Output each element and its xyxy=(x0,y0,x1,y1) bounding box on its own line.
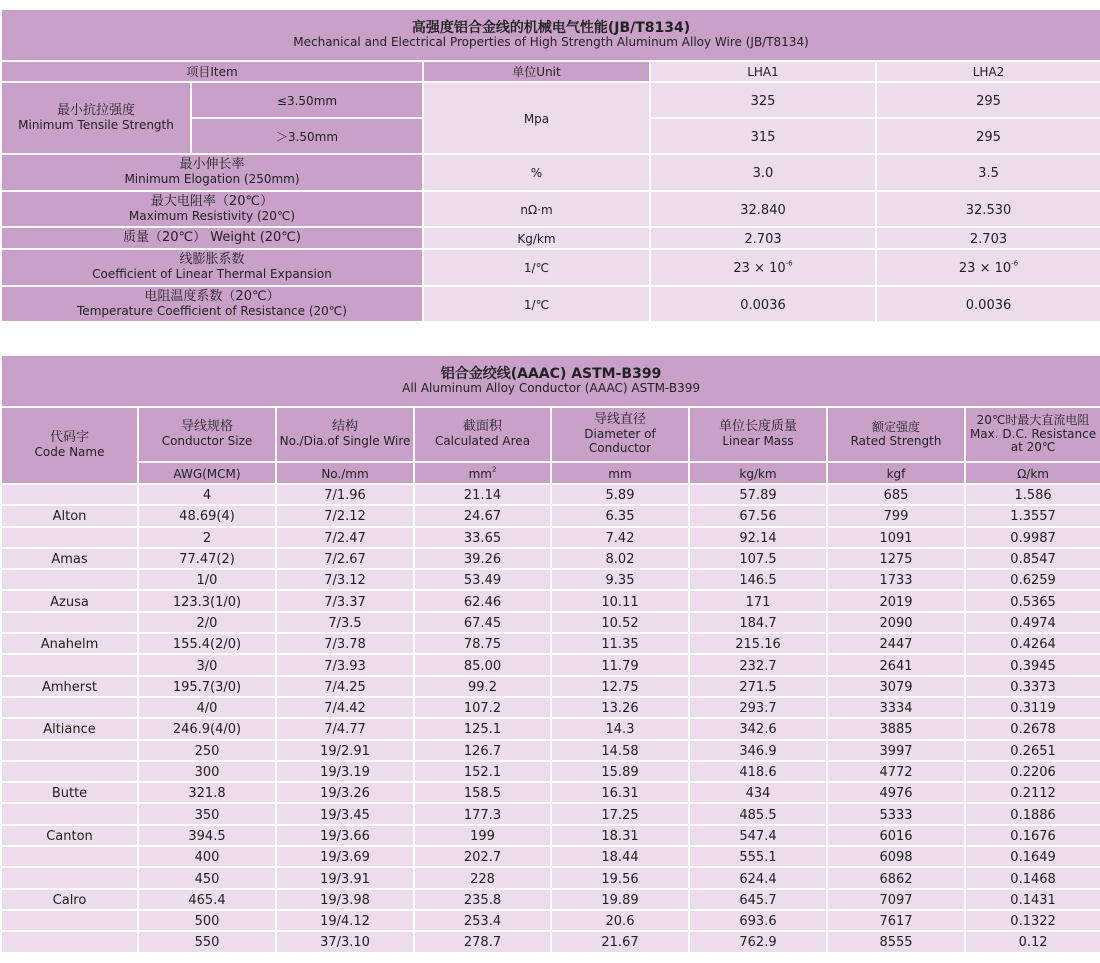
cell-strength: 5333 xyxy=(827,803,965,824)
cell-area: 53.49 xyxy=(414,569,551,590)
cell-struct: 19/3.19 xyxy=(276,761,414,782)
cell-dia: 20.6 xyxy=(551,910,689,931)
cell-mass: 271.5 xyxy=(689,676,827,697)
table-row xyxy=(1,569,1100,590)
cell-dia: 12.75 xyxy=(551,676,689,697)
thermal-lha1: $23 \times 10^{-6}$ xyxy=(650,249,876,286)
cell-res: 0.1676 xyxy=(965,825,1100,846)
cell-mass: 342.6 xyxy=(689,718,827,739)
table-row xyxy=(1,676,1100,697)
cell-dia: 13.26 xyxy=(551,697,689,718)
cell-area: 199 xyxy=(414,825,551,846)
properties-table-title xyxy=(1,9,1100,61)
cell-mass: 232.7 xyxy=(689,654,827,675)
header-lha2: LHA2 xyxy=(876,61,1100,82)
header-unit: 单位Unit xyxy=(423,61,650,82)
cell-res: 0.6259 xyxy=(965,569,1100,590)
cell-dia: 21.67 xyxy=(551,931,689,952)
cell-struct: 19/2.91 xyxy=(276,740,414,761)
row-label-elongation: 最小伸长率 Minimum Elogation (250mm) xyxy=(1,154,423,191)
cell-res: 0.4974 xyxy=(965,612,1100,633)
cell-dia: 18.31 xyxy=(551,825,689,846)
table-row xyxy=(1,931,1100,952)
cell-area: 99.2 xyxy=(414,676,551,697)
cell-res: 0.2678 xyxy=(965,718,1100,739)
cell-mass: 346.9 xyxy=(689,740,827,761)
mass-lha1: 2.703 xyxy=(650,227,876,249)
cell-strength: 685 xyxy=(827,484,965,505)
cell-dia: 10.11 xyxy=(551,590,689,611)
cell-size: 394.5 xyxy=(138,825,276,846)
cell-strength: 1091 xyxy=(827,527,965,548)
cell-size: 300 xyxy=(138,761,276,782)
col-header-resistance: 20℃时最大直流电阻 Max. D.C. Resistance at 20℃ xyxy=(965,407,1100,462)
title-en: Mechanical and Electrical Properties of High Strength Aluminum Alloy Wire (JB/T8134) xyxy=(293,35,809,50)
cell-dia: 11.35 xyxy=(551,633,689,654)
table-row xyxy=(1,505,1100,526)
unit-size: AWG(MCM) xyxy=(138,462,276,484)
header-item: 项目Item xyxy=(1,61,423,82)
cell-struct: 7/3.37 xyxy=(276,590,414,611)
cell-struct: 7/2.67 xyxy=(276,548,414,569)
cell-strength: 4772 xyxy=(827,761,965,782)
cell-dia: 18.44 xyxy=(551,846,689,867)
cell-area: 202.7 xyxy=(414,846,551,867)
cell-mass: 693.6 xyxy=(689,910,827,931)
cell-code: Calro xyxy=(1,889,138,910)
properties-table xyxy=(0,8,1100,323)
cell-res: 0.2206 xyxy=(965,761,1100,782)
cell-area: 253.4 xyxy=(414,910,551,931)
title-cn: 高强度铝合金线的机械电气性能(JB/T8134) xyxy=(411,20,691,37)
cell-mass: 107.5 xyxy=(689,548,827,569)
cell-res: 1.586 xyxy=(965,484,1100,505)
cell-size: 195.7(3/0) xyxy=(138,676,276,697)
cell-code xyxy=(1,697,138,718)
unit-struct: No./mm xyxy=(276,462,414,484)
cell-res: 0.3945 xyxy=(965,654,1100,675)
cell-struct: 7/1.96 xyxy=(276,484,414,505)
cell-res: 0.1322 xyxy=(965,910,1100,931)
tensile-1-lha2: 295 xyxy=(876,82,1100,118)
cell-struct: 7/4.42 xyxy=(276,697,414,718)
col-header-mass: 单位长度质量 Linear Mass xyxy=(689,407,827,462)
col-header-area: 截面积 Calculated Area xyxy=(414,407,551,462)
table-row xyxy=(1,910,1100,931)
cell-mass: 434 xyxy=(689,782,827,803)
cell-res: 0.3119 xyxy=(965,697,1100,718)
cell-area: 67.45 xyxy=(414,612,551,633)
cell-area: 62.46 xyxy=(414,590,551,611)
thermal-lha2: $23 \times 10^{-6}$ xyxy=(876,249,1100,286)
cell-strength: 6098 xyxy=(827,846,965,867)
cell-res: 1.3557 xyxy=(965,505,1100,526)
cell-size: 48.69(4) xyxy=(138,505,276,526)
cell-strength: 6862 xyxy=(827,867,965,888)
cell-dia: 16.31 xyxy=(551,782,689,803)
resistivity-lha1: 32.840 xyxy=(650,191,876,227)
tensile-sub-2: ＞3.50mm xyxy=(191,118,423,154)
cell-code xyxy=(1,803,138,824)
cell-code xyxy=(1,654,138,675)
table-row xyxy=(1,527,1100,548)
table-row xyxy=(1,633,1100,654)
table-row xyxy=(1,825,1100,846)
cell-dia: 14.58 xyxy=(551,740,689,761)
cell-mass: 146.5 xyxy=(689,569,827,590)
cell-res: 0.4264 xyxy=(965,633,1100,654)
cell-res: 0.1468 xyxy=(965,867,1100,888)
tensile-sub-1: ≤3.50mm xyxy=(191,82,423,118)
table-row xyxy=(1,782,1100,803)
temp-coef-unit: 1/℃ xyxy=(423,286,650,322)
cell-strength: 1733 xyxy=(827,569,965,590)
table-row xyxy=(1,740,1100,761)
table-row xyxy=(1,846,1100,867)
cell-code xyxy=(1,484,138,505)
cell-strength: 7097 xyxy=(827,889,965,910)
cell-strength: 2641 xyxy=(827,654,965,675)
tensile-2-lha1: 315 xyxy=(650,118,876,154)
cell-area: 235.8 xyxy=(414,889,551,910)
table-row xyxy=(1,889,1100,910)
cell-struct: 7/3.93 xyxy=(276,654,414,675)
cell-mass: 293.7 xyxy=(689,697,827,718)
cell-size: 500 xyxy=(138,910,276,931)
row-label-thermal: 线膨胀系数 Coefficient of Linear Thermal Expansion xyxy=(1,249,423,286)
cell-strength: 3079 xyxy=(827,676,965,697)
cell-struct: 19/3.26 xyxy=(276,782,414,803)
cell-size: 321.8 xyxy=(138,782,276,803)
cell-dia: 9.35 xyxy=(551,569,689,590)
cell-code: Azusa xyxy=(1,590,138,611)
col-header-code: 代码字 Code Name xyxy=(1,407,138,484)
cell-dia: 15.89 xyxy=(551,761,689,782)
unit-area: $mm^2$ xyxy=(414,462,551,484)
cell-strength: 1275 xyxy=(827,548,965,569)
tensile-1-lha1: 325 xyxy=(650,82,876,118)
thermal-unit: 1/℃ xyxy=(423,249,650,286)
cell-size: 350 xyxy=(138,803,276,824)
cell-code: Alton xyxy=(1,505,138,526)
table-row xyxy=(1,867,1100,888)
cell-struct: 19/3.69 xyxy=(276,846,414,867)
col-header-size: 导线规格 Conductor Size xyxy=(138,407,276,462)
cell-dia: 7.42 xyxy=(551,527,689,548)
cell-strength: 799 xyxy=(827,505,965,526)
elongation-unit: % xyxy=(423,154,650,191)
cell-size: 400 xyxy=(138,846,276,867)
cell-code xyxy=(1,910,138,931)
temp-coef-lha1: 0.0036 xyxy=(650,286,876,322)
cell-area: 158.5 xyxy=(414,782,551,803)
col-header-strength: 额定强度 Rated Strength xyxy=(827,407,965,462)
cell-struct: 7/2.47 xyxy=(276,527,414,548)
cell-dia: 11.79 xyxy=(551,654,689,675)
cell-res: 0.2112 xyxy=(965,782,1100,803)
cell-size: 450 xyxy=(138,867,276,888)
cell-area: 21.14 xyxy=(414,484,551,505)
cell-mass: 555.1 xyxy=(689,846,827,867)
cell-code: Canton xyxy=(1,825,138,846)
table-row xyxy=(1,761,1100,782)
cell-mass: 485.5 xyxy=(689,803,827,824)
cell-struct: 7/3.12 xyxy=(276,569,414,590)
cell-struct: 19/4.12 xyxy=(276,910,414,931)
cell-mass: 624.4 xyxy=(689,867,827,888)
row-label-mass: 质量（20℃） Weight (20℃) xyxy=(1,227,423,249)
aaac-title-cn: 铝合金绞线(AAAC) ASTM-B399 xyxy=(440,366,662,383)
aaac-table-title xyxy=(1,355,1100,407)
aaac-table xyxy=(0,354,1100,954)
col-header-struct: 结构 No./Dia.of Single Wire xyxy=(276,407,414,462)
cell-res: 0.3373 xyxy=(965,676,1100,697)
cell-res: 0.12 xyxy=(965,931,1100,952)
cell-mass: 762.9 xyxy=(689,931,827,952)
cell-res: 0.1431 xyxy=(965,889,1100,910)
cell-code: Amherst xyxy=(1,676,138,697)
cell-area: 78.75 xyxy=(414,633,551,654)
cell-dia: 10.52 xyxy=(551,612,689,633)
cell-struct: 7/3.78 xyxy=(276,633,414,654)
cell-code xyxy=(1,761,138,782)
cell-size: 550 xyxy=(138,931,276,952)
cell-res: 0.1649 xyxy=(965,846,1100,867)
cell-area: 125.1 xyxy=(414,718,551,739)
cell-code: Altiance xyxy=(1,718,138,739)
cell-strength: 7617 xyxy=(827,910,965,931)
aaac-title-en: All Aluminum Alloy Conductor (AAAC) ASTM-B399 xyxy=(402,381,700,396)
cell-area: 228 xyxy=(414,867,551,888)
cell-strength: 2447 xyxy=(827,633,965,654)
row-label-resistivity: 最大电阻率（20℃） Maximum Resistivity (20℃) xyxy=(1,191,423,227)
cell-dia: 19.56 xyxy=(551,867,689,888)
cell-mass: 184.7 xyxy=(689,612,827,633)
cell-code: Amas xyxy=(1,548,138,569)
cell-size: 4/0 xyxy=(138,697,276,718)
cell-area: 33.65 xyxy=(414,527,551,548)
cell-size: 3/0 xyxy=(138,654,276,675)
table-row xyxy=(1,718,1100,739)
cell-struct: 7/2.12 xyxy=(276,505,414,526)
cell-size: 2/0 xyxy=(138,612,276,633)
cell-strength: 6016 xyxy=(827,825,965,846)
cell-code: Anahelm xyxy=(1,633,138,654)
cell-code xyxy=(1,569,138,590)
cell-mass: 171 xyxy=(689,590,827,611)
cell-area: 278.7 xyxy=(414,931,551,952)
cell-res: 0.2651 xyxy=(965,740,1100,761)
cell-size: 4 xyxy=(138,484,276,505)
cell-dia: 19.89 xyxy=(551,889,689,910)
cell-area: 39.26 xyxy=(414,548,551,569)
header-lha1: LHA1 xyxy=(650,61,876,82)
cell-size: 123.3(1/0) xyxy=(138,590,276,611)
cell-size: 1/0 xyxy=(138,569,276,590)
col-header-diameter: 导线直径 Diameter of Conductor xyxy=(551,407,689,462)
cell-size: 250 xyxy=(138,740,276,761)
cell-code xyxy=(1,846,138,867)
table-row xyxy=(1,484,1100,505)
cell-strength: 3885 xyxy=(827,718,965,739)
cell-dia: 6.35 xyxy=(551,505,689,526)
cell-size: 155.4(2/0) xyxy=(138,633,276,654)
cell-dia: 17.25 xyxy=(551,803,689,824)
cell-mass: 547.4 xyxy=(689,825,827,846)
table-row xyxy=(1,612,1100,633)
row-label-temp-coef: 电阻温度系数（20℃） Temperature Coefficient of Resistance (20℃) xyxy=(1,286,423,322)
unit-diameter: mm xyxy=(551,462,689,484)
cell-code xyxy=(1,612,138,633)
table-row xyxy=(1,590,1100,611)
cell-code xyxy=(1,740,138,761)
mass-lha2: 2.703 xyxy=(876,227,1100,249)
temp-coef-lha2: 0.0036 xyxy=(876,286,1100,322)
resistivity-lha2: 32.530 xyxy=(876,191,1100,227)
tensile-unit: Mpa xyxy=(423,82,650,154)
resistivity-unit: nΩ·m xyxy=(423,191,650,227)
cell-strength: 2019 xyxy=(827,590,965,611)
cell-mass: 645.7 xyxy=(689,889,827,910)
cell-struct: 19/3.91 xyxy=(276,867,414,888)
cell-struct: 7/4.25 xyxy=(276,676,414,697)
elongation-lha1: 3.0 xyxy=(650,154,876,191)
cell-strength: 4976 xyxy=(827,782,965,803)
row-label-tensile: 最小抗拉强度 Minimum Tensile Strength xyxy=(1,82,191,154)
cell-size: 77.47(2) xyxy=(138,548,276,569)
cell-struct: 19/3.66 xyxy=(276,825,414,846)
cell-mass: 92.14 xyxy=(689,527,827,548)
cell-struct: 7/4.77 xyxy=(276,718,414,739)
cell-mass: 418.6 xyxy=(689,761,827,782)
cell-area: 107.2 xyxy=(414,697,551,718)
cell-area: 24.67 xyxy=(414,505,551,526)
cell-struct: 37/3.10 xyxy=(276,931,414,952)
cell-strength: 3334 xyxy=(827,697,965,718)
cell-strength: 3997 xyxy=(827,740,965,761)
cell-area: 152.1 xyxy=(414,761,551,782)
cell-struct: 19/3.45 xyxy=(276,803,414,824)
cell-code xyxy=(1,867,138,888)
mass-unit: Kg/km xyxy=(423,227,650,249)
table-row xyxy=(1,697,1100,718)
cell-area: 126.7 xyxy=(414,740,551,761)
cell-dia: 5.89 xyxy=(551,484,689,505)
tensile-2-lha2: 295 xyxy=(876,118,1100,154)
cell-res: 0.9987 xyxy=(965,527,1100,548)
aaac-rows xyxy=(1,484,1100,953)
table-row xyxy=(1,803,1100,824)
cell-struct: 7/3.5 xyxy=(276,612,414,633)
cell-code xyxy=(1,931,138,952)
table-row xyxy=(1,548,1100,569)
cell-size: 246.9(4/0) xyxy=(138,718,276,739)
unit-strength: kgf xyxy=(827,462,965,484)
cell-code xyxy=(1,527,138,548)
cell-res: 0.5365 xyxy=(965,590,1100,611)
cell-size: 465.4 xyxy=(138,889,276,910)
cell-struct: 19/3.98 xyxy=(276,889,414,910)
table-row xyxy=(1,654,1100,675)
cell-area: 85.00 xyxy=(414,654,551,675)
cell-strength: 8555 xyxy=(827,931,965,952)
cell-mass: 57.89 xyxy=(689,484,827,505)
cell-res: 0.8547 xyxy=(965,548,1100,569)
elongation-lha2: 3.5 xyxy=(876,154,1100,191)
unit-resistance: Ω/km xyxy=(965,462,1100,484)
cell-area: 177.3 xyxy=(414,803,551,824)
unit-mass: kg/km xyxy=(689,462,827,484)
cell-mass: 67.56 xyxy=(689,505,827,526)
cell-size: 2 xyxy=(138,527,276,548)
cell-code: Butte xyxy=(1,782,138,803)
cell-mass: 215.16 xyxy=(689,633,827,654)
cell-strength: 2090 xyxy=(827,612,965,633)
cell-res: 0.1886 xyxy=(965,803,1100,824)
cell-dia: 8.02 xyxy=(551,548,689,569)
cell-dia: 14.3 xyxy=(551,718,689,739)
